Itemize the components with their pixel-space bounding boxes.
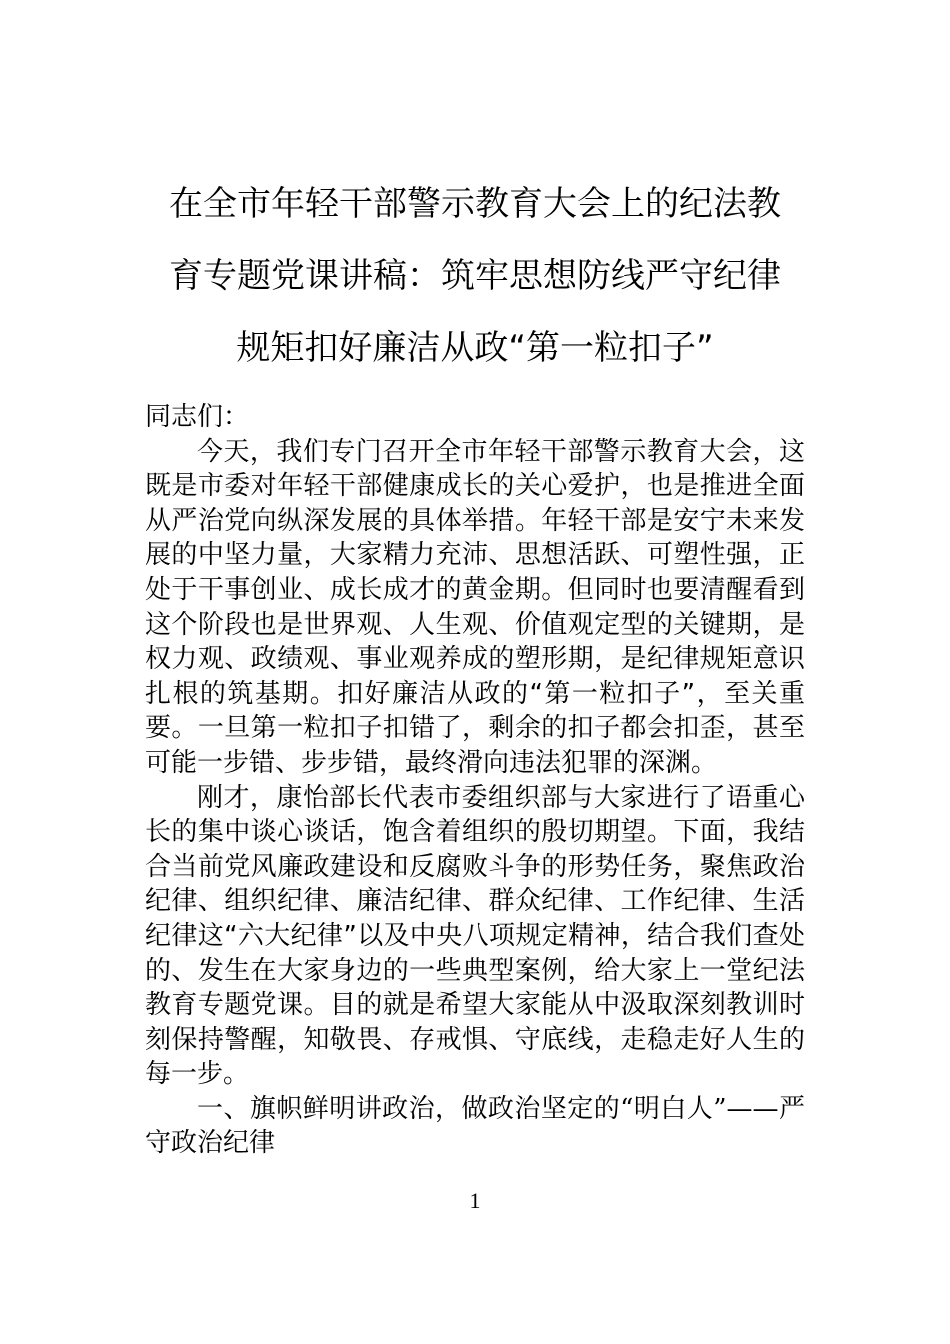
paragraph-2: 刚才，康怡部长代表市委组织部与大家进行了语重心长的集中谈心谈话，饱含着组织的殷切期望。下面，我结合当前党风廉政建设和反腐败斗争的形势任务，聚焦政治纪律、组织纪律、廉洁纪律、群众纪律、工作纪律、生活纪律这“六大纪律”以及中央八项规定精神，结合我们查处的、发生在大家身边的一些典型案例，给大家上一堂纪法教育专题党课。目的就是希望大家能从中汲取深刻教训时刻保持警醒，知敬畏、存戒惧、守底线，走稳走好人生的每一步。 [145,782,805,1090]
salutation: 同志们： [145,402,250,432]
document-title [145,168,805,384]
title-line-2: 育专题党课讲稿：筑牢思想防线严守纪律 [169,256,781,296]
paragraph-1: 今天，我们专门召开全市年轻干部警示教育大会，这既是市委对年轻干部健康成长的关心爱护，也是推进全面从严治党向纵深发展的具体举措。年轻干部是安宁未来发展的中坚力量，大家精力充沛、思想活跃、可塑性强，正处于干事创业、成长成才的黄金期。但同时也要清醒看到这个阶段也是世界观、人生观、价值观定型的关键期，是权力观、政绩观、事业观养成的塑形期，是纪律规矩意识扎根的筑基期。扣好廉洁从政的“第一粒扣子”，至关重要。一旦第一粒扣子扣错了，剩余的扣子都会扣歪，甚至可能一步错、步步错，最终滑向违法犯罪的深渊。 [145,436,805,778]
section-heading: 一、旗帜鲜明讲政治，做政治坚定的“明白人”——严守政治纪律 [145,1093,805,1159]
document-body [145,400,805,1161]
title-line-3: 规矩扣好廉洁从政“第一粒扣子” [236,328,714,368]
title-line-1: 在全市年轻干部警示教育大会上的纪法教 [169,184,781,224]
page-number: 1 [469,1188,481,1213]
